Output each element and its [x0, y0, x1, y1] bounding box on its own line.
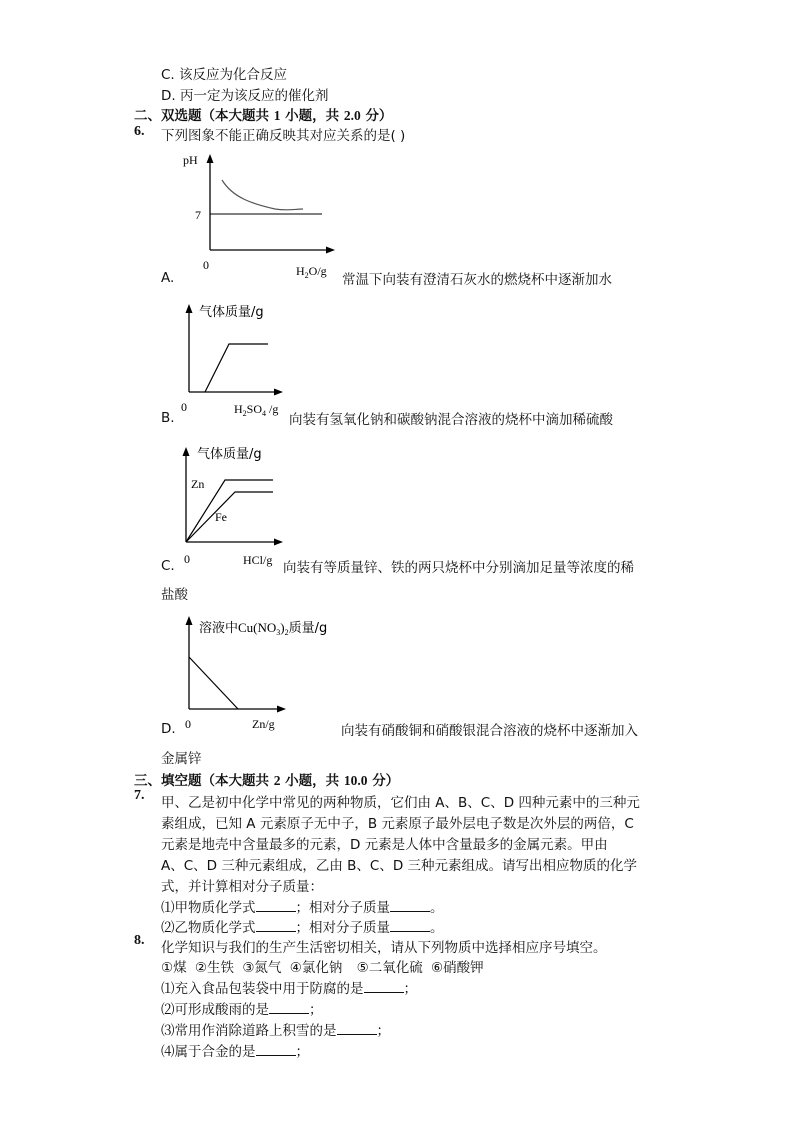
q8-option-5: ⑤二氧化硫 — [356, 960, 423, 976]
q6-graph-a — [175, 150, 345, 280]
section-3-count: 2 — [273, 773, 281, 788]
q8-sub-4-blank[interactable] — [256, 1043, 296, 1056]
section-2-end: 分） — [365, 108, 393, 124]
q7-number: 7. — [134, 788, 145, 803]
q7-sub-1-blank-mass[interactable] — [390, 899, 430, 912]
graph-a-y-arrow — [207, 154, 214, 163]
section-3-header — [134, 769, 399, 789]
graph-c-fe-label: Fe — [215, 510, 227, 524]
q6-a-desc: 常温下向装有澄清石灰水的燃烧杯中逐渐加水 — [342, 272, 612, 288]
q7-sub-2-text-c: 。 — [430, 920, 444, 936]
graph-d-y-arrow — [186, 616, 193, 625]
graph-b-ylabel: 气体质量/g — [199, 305, 264, 320]
graph-a-x-arrow — [326, 247, 335, 254]
q8-option-2: ②生铁 — [194, 960, 235, 976]
graph-c-zn-label: Zn — [191, 477, 205, 491]
q8-sub-3: ⑶常用作消除道路上积雪的是 ； — [161, 1023, 390, 1039]
q7-sub-1-text-a: 甲物质化学式 — [174, 900, 256, 916]
graph-d-origin: 0 — [185, 717, 191, 731]
graph-d-line — [189, 657, 238, 709]
section-3-end: 分） — [372, 773, 400, 789]
graph-b-xlabel: $H_2SO_4$ /g — [234, 402, 279, 418]
q6-d-desc-1: 向装有硝酸铜和硝酸银混合溶液的烧杯中逐渐加入 — [341, 723, 638, 739]
q7-line-2: 素组成，已知 A 元素原子无中子，B 元素原子最外层电子数是次外层的两倍，C — [161, 816, 634, 832]
q8-stem: 化学知识与我们的生产生活密切相关，请从下列物质中选择相应序号填空。 — [161, 940, 607, 956]
q8-option-1: ①煤 — [161, 960, 187, 976]
graph-c-ylabel: 气体质量/g — [197, 447, 262, 462]
q8-number: 8. — [134, 933, 145, 948]
graph-a-ytick-7: 7 — [195, 208, 201, 222]
q7-line-5: 式，并计算相对分子质量： — [161, 879, 323, 895]
graph-c-x-arrow — [274, 539, 283, 546]
q7-sub-2 — [161, 916, 444, 936]
graph-a-ylabel: pH — [183, 153, 198, 167]
q7-sub-2-text-b: ；相对分子质量 — [295, 920, 390, 936]
q8-sub-4: ⑷属于合金的是 ； — [161, 1044, 309, 1060]
q8-sub-1-blank[interactable] — [364, 980, 404, 993]
graph-c-y-arrow — [183, 447, 190, 456]
graph-c-xlabel: HCl/g — [243, 553, 273, 567]
q6-graph-c — [175, 442, 295, 570]
q6-graph-d — [175, 612, 365, 737]
q7-sub-2-blank-mass[interactable] — [390, 919, 430, 932]
graph-c-fe-line — [186, 492, 273, 542]
q7-sub-1 — [161, 896, 444, 916]
graph-b-origin: 0 — [181, 400, 187, 414]
q6-number: 6. — [134, 124, 145, 139]
q6-d-desc-2: 金属锌 — [161, 751, 202, 767]
q7-sub-1-text-b: ；相对分子质量 — [295, 900, 390, 916]
section-2-score: 2.0 — [343, 108, 361, 123]
q7-sub-2-blank-formula[interactable] — [256, 919, 296, 932]
section-3-title: 三、填空题（本大题共 — [134, 773, 269, 789]
graph-c-origin: 0 — [184, 552, 190, 566]
q8-option-3: ③氮气 — [242, 960, 282, 976]
q6-a-letter: A. — [161, 270, 175, 286]
graph-b-x-arrow — [274, 389, 283, 396]
graph-b-y-arrow — [186, 304, 193, 313]
q8-option-6: ⑥硝酸钾 — [431, 960, 484, 976]
graph-d-ylabel: 溶液中$Cu(NO_3)_2$质量/g — [199, 620, 328, 637]
graph-d-xlabel: Zn/g — [252, 717, 275, 731]
q5-option-c: C. 该反应为化合反应 — [161, 67, 288, 83]
q6-c-desc-2: 盐酸 — [161, 587, 188, 603]
q8-option-4: ④氯化钠 — [289, 960, 343, 976]
q5-option-d: D. 丙一定为该反应的催化剂 — [161, 88, 329, 104]
q8-sub-1: ⑴充入食品包装袋中用于防腐的是 ； — [161, 981, 417, 997]
q8-sub-2-blank[interactable] — [269, 1001, 309, 1014]
section-2-count: 1 — [273, 108, 281, 123]
q6-c-desc-1: 向装有等质量锌、铁的两只烧杯中分别滴加足量等浓度的稀 — [283, 560, 634, 576]
graph-b-line — [205, 344, 268, 392]
q7-line-1: 甲、乙是初中化学中常见的两种物质，它们由 A、B、C、D 四种元素中的三种元 — [161, 795, 640, 811]
graph-d-x-arrow — [277, 706, 286, 713]
q8-options — [161, 956, 484, 976]
q8-sub-3-blank[interactable] — [337, 1022, 377, 1035]
graph-a-curve — [222, 180, 303, 210]
q7-line-4: A、C、D 三种元素组成，乙由 B、C、D 三种元素组成。请写出相应物质的化学 — [161, 858, 638, 874]
section-2-mid: 小题，共 — [285, 108, 340, 124]
q7-line-3: 元素是地壳中含量最多的元素，D 元素是人体中含量最多的金属元素。甲由 — [161, 837, 608, 853]
section-3-mid: 小题，共 — [285, 773, 340, 789]
q7-sub-2-mark: ⑵ — [161, 920, 175, 936]
section-2-header — [134, 104, 392, 124]
section-2-title: 二、双选题（本大题共 — [134, 108, 269, 124]
q6-b-letter: B. — [161, 410, 175, 426]
q6-c-letter: C. — [161, 558, 175, 574]
q7-sub-1-text-c: 。 — [430, 900, 444, 916]
q7-sub-1-blank-formula[interactable] — [256, 899, 296, 912]
q7-sub-2-text-a: 乙物质化学式 — [174, 920, 256, 936]
q6-stem: 下列图象不能正确反映其对应关系的是( ) — [161, 128, 406, 144]
q6-graph-b — [175, 300, 295, 420]
q6-b-desc: 向装有氢氧化钠和碳酸钠混合溶液的烧杯中滴加稀硫酸 — [289, 412, 613, 428]
q6-d-letter: D. — [161, 721, 176, 737]
graph-a-origin: 0 — [203, 258, 209, 272]
section-3-score: 10.0 — [343, 773, 368, 788]
q7-sub-1-mark: ⑴ — [161, 900, 175, 916]
q8-sub-2: ⑵可形成酸雨的是 ； — [161, 1002, 323, 1018]
graph-a-xlabel: $H_2O/g$ — [296, 264, 327, 280]
